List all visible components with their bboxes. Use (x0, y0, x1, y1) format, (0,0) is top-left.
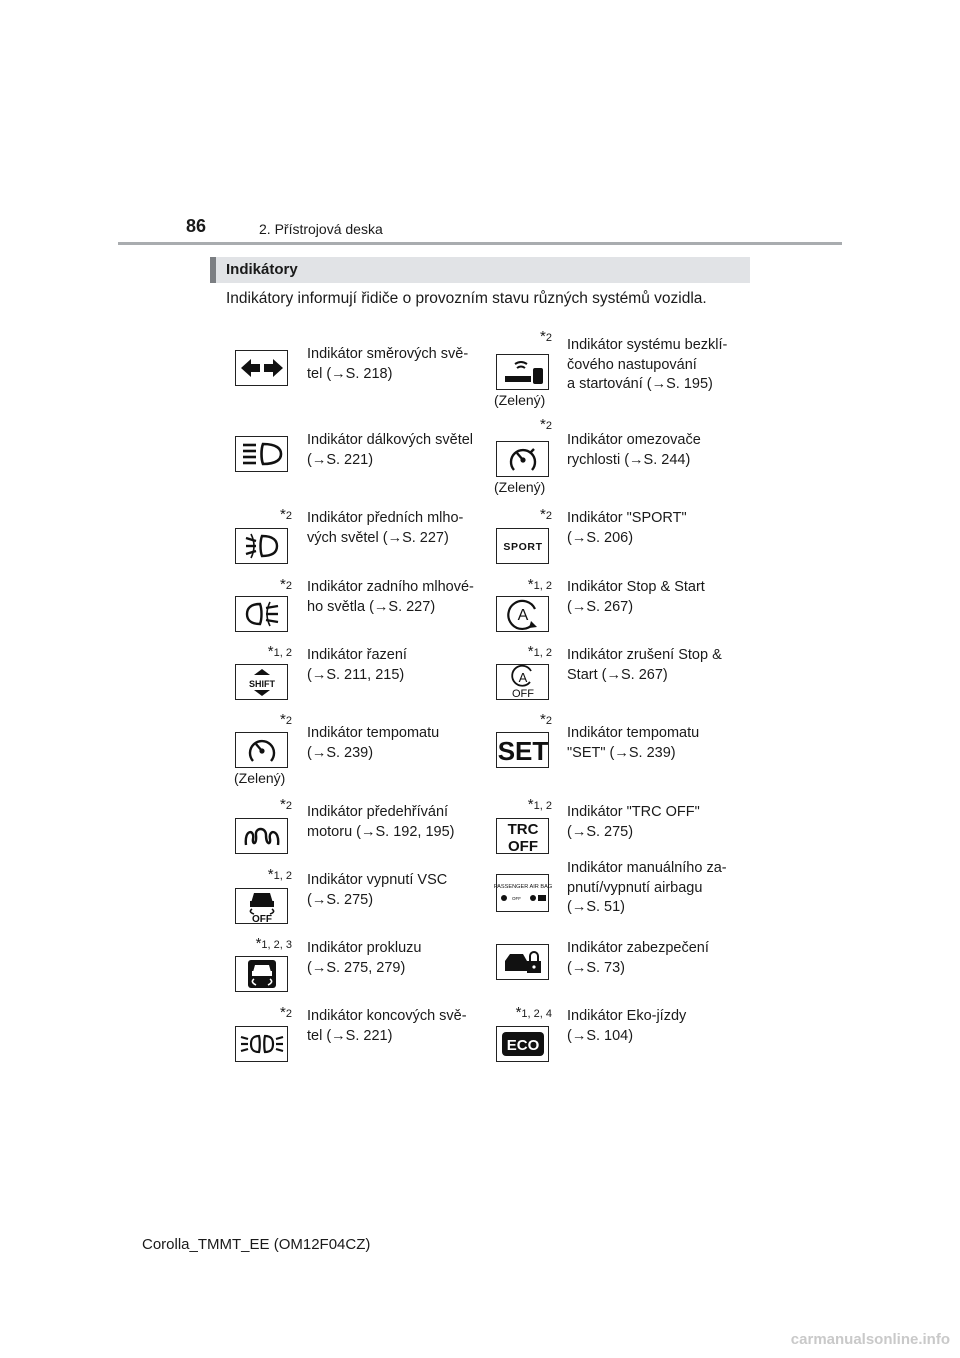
entry-description: Indikátor koncových svě- tel (→S. 221) (307, 1008, 467, 1044)
footnote-ref: *1, 2 (267, 643, 292, 660)
svg-text:A: A (518, 670, 527, 685)
page-number: 86 (186, 216, 207, 236)
footnote-ref: *2 (280, 796, 292, 813)
svg-text:ECO: ECO (506, 1037, 539, 1054)
footnote-ref: *2 (280, 506, 292, 523)
rear-fog-icon (235, 596, 288, 632)
security-icon (496, 944, 549, 980)
turn-signal-icon (235, 350, 288, 386)
svg-text:SPORT: SPORT (502, 541, 543, 553)
footnote-ref: *1, 2, 4 (515, 1004, 552, 1021)
entry-description: Indikátor předních mlho- vých světel (→S. 227) (307, 510, 464, 546)
svg-text:SET: SET (497, 736, 548, 766)
svg-text:OFF: OFF (511, 896, 521, 901)
airbag-icon (493, 874, 552, 912)
entry-description: Indikátor prokluzu (→S. 275, 279) (307, 940, 422, 976)
footnote-ref: *2 (540, 328, 552, 345)
entry-description: Indikátor předehřívání motoru (→S. 192, 195) (307, 804, 455, 840)
entry-description: Indikátor vypnutí VSC (→S. 275) (307, 872, 448, 908)
footnote-ref: *2 (280, 711, 292, 728)
entry-description: Indikátor zabezpečení (→S. 73) (567, 940, 709, 976)
footnote-ref: *1, 2, 3 (255, 935, 292, 952)
section-title: Indikátory (226, 261, 298, 278)
footnote-ref: *1, 2 (527, 576, 552, 593)
svg-text:TRC: TRC (507, 821, 538, 838)
set-icon (496, 732, 549, 768)
entry-description: Indikátor "TRC OFF" (→S. 275) (567, 804, 700, 840)
entry-description: Indikátor směrových svě- tel (→S. 218) (307, 346, 469, 382)
watermark: carmanualsonline.info (790, 1331, 950, 1348)
section-heading (210, 257, 750, 283)
stop-start-icon (496, 596, 549, 632)
footnote-ref: *1, 2 (527, 796, 552, 813)
entry-description: Indikátor řazení (→S. 211, 215) (307, 647, 407, 683)
entry-description: Indikátor tempomatu (→S. 239) (307, 725, 440, 761)
footnote-ref: *1, 2 (267, 866, 292, 883)
stop-start-off-icon (496, 664, 549, 700)
footnote-ref: *2 (540, 711, 552, 728)
front-fog-icon (235, 528, 288, 564)
glow-plug-icon (235, 818, 288, 854)
footnote-ref: *2 (280, 1004, 292, 1021)
speed-limiter-icon (496, 441, 549, 477)
entry-description: Indikátor dálkových světel (→S. 221) (307, 432, 474, 468)
slip-icon (235, 956, 288, 992)
svg-text:OFF: OFF (251, 914, 272, 925)
entry-description: Indikátor zrušení Stop & Start (→S. 267) (567, 647, 722, 683)
eco-icon (496, 1026, 549, 1062)
section-bar (210, 257, 216, 283)
entry-description: Indikátor systému bezklí- čového nastupování a startování (→S. 195) (567, 337, 728, 392)
trc-off-icon (496, 818, 549, 854)
entry-description: Indikátor tempomatu "SET" (→S. 239) (567, 725, 700, 761)
sport-icon (496, 528, 549, 564)
smart-key-icon (496, 354, 549, 390)
entry-description: Indikátor "SPORT" (→S. 206) (567, 510, 687, 546)
vsc-off-icon (235, 888, 288, 924)
tail-light-icon (235, 1026, 288, 1062)
footnote-ref: *2 (540, 416, 552, 433)
color-label: (Zelený) (234, 770, 286, 786)
entry-description: Indikátor Stop & Start (→S. 267) (567, 579, 705, 615)
footnote-ref: *1, 2 (527, 643, 552, 660)
entry-description: Indikátor omezovače rychlosti (→S. 244) (567, 432, 701, 468)
footnote-ref: *2 (280, 576, 292, 593)
svg-text:A: A (517, 607, 528, 624)
svg-text:OFF: OFF (511, 688, 534, 700)
svg-text:SHIFT: SHIFT (248, 679, 275, 689)
high-beam-icon (235, 436, 288, 472)
footer-doc-id: Corolla_TMMT_EE (OM12F04CZ) (142, 1236, 371, 1253)
footnote-ref: *2 (540, 506, 552, 523)
entry-description: Indikátor zadního mlhové- ho světla (→S. 227) (307, 579, 474, 615)
entry-description: Indikátor manuálního za- pnutí/vypnutí airbagu (→S. 51) (567, 860, 727, 915)
color-label: (Zelený) (494, 479, 546, 495)
chapter-title: 2. Přístrojová deska (259, 221, 383, 237)
shift-icon (235, 664, 288, 700)
svg-text:PASSENGER AIR BAG: PASSENGER AIR BAG (493, 884, 552, 890)
header-rule (118, 242, 842, 245)
svg-text:OFF: OFF (507, 838, 538, 855)
entry-description: Indikátor Eko-jízdy (→S. 104) (567, 1008, 687, 1044)
cruise-icon (235, 732, 288, 768)
intro-text: Indikátory informují řidiče o provozním stavu různých systémů vozidla. (226, 290, 707, 307)
color-label: (Zelený) (494, 392, 546, 408)
